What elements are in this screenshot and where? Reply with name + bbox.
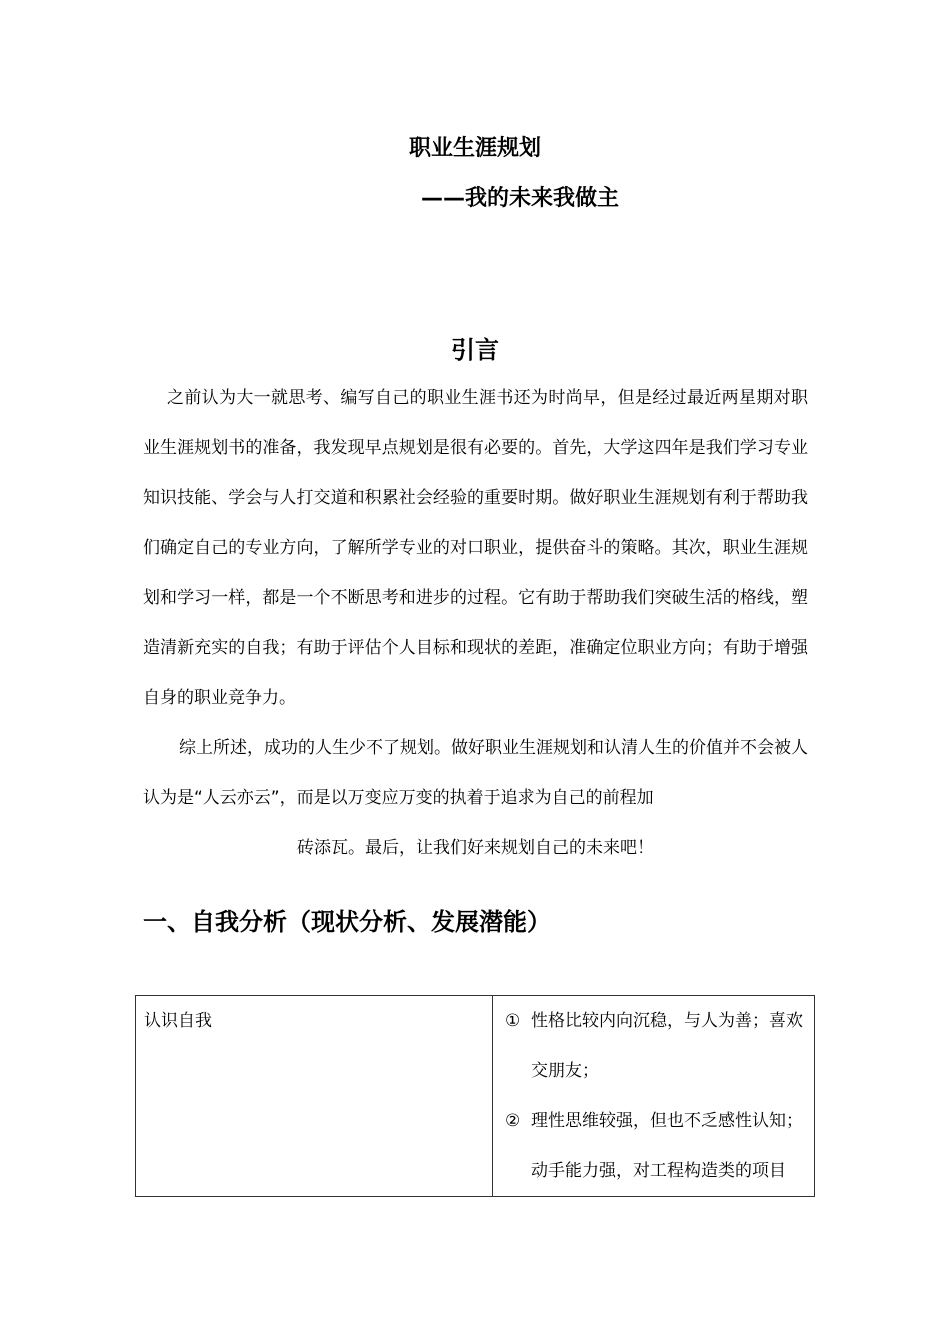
intro-paragraph-1: 之前认为大一就思考、编写自己的职业生涯书还为时尚早，但是经过最近两星期对职业生涯规划书的准备，我发现早点规划是很有必要的。首先，大学这四年是我们学习专业知识技能、学会与人打交道和积累社会经验的重要时期。做好职业生涯规划有利于帮助我们确定自己的专业方向，了解所学专业的对口职业，提供奋斗的策略。其次，职业生涯规划和学习一样，都是一个不断思考和进步的过程。它有助于帮助我们突破生活的格线，塑造清新充实的自我；有助于评估个人目标和现状的差距，准确定位职业方向；有助于增强自身的职业竞争力。 (143, 388, 808, 708)
list-item-text: 理性思维较强，但也不乏感性认知；动手能力强，对工程构造类的项目 (531, 1111, 803, 1181)
section-heading-self-analysis: 一、自我分析（现状分析、发展潜能） (143, 908, 551, 936)
intro-paragraph-2-text: 综上所述，成功的人生少不了规划。做好职业生涯规划和认清人生的价值并不会被人认为是“人云亦云”，而是以万变应万变的执着于追求为自己的前程加 (143, 738, 808, 808)
list-item-text: 性格比较内向沉稳，与人为善；喜欢交朋友； (531, 1011, 803, 1081)
self-analysis-table (135, 995, 815, 1197)
document-title: 职业生涯规划 (408, 136, 541, 161)
intro-heading: 引言 (451, 336, 499, 364)
self-analysis-list (505, 996, 804, 1196)
list-item (505, 1096, 804, 1196)
list-item (505, 996, 804, 1096)
list-item-marker: ② (505, 1111, 521, 1131)
intro-paragraph-2 (143, 723, 808, 873)
intro-paragraph-2-last-line: 砖添瓦。最后，让我们好来规划自己的未来吧！ (297, 838, 654, 858)
table-cell-label: 认识自我 (136, 996, 493, 1197)
table-row (136, 996, 815, 1197)
list-item-marker: ① (505, 1011, 521, 1031)
table-cell-content (493, 996, 815, 1197)
document-subtitle: ——我的未来我做主 (420, 186, 619, 211)
